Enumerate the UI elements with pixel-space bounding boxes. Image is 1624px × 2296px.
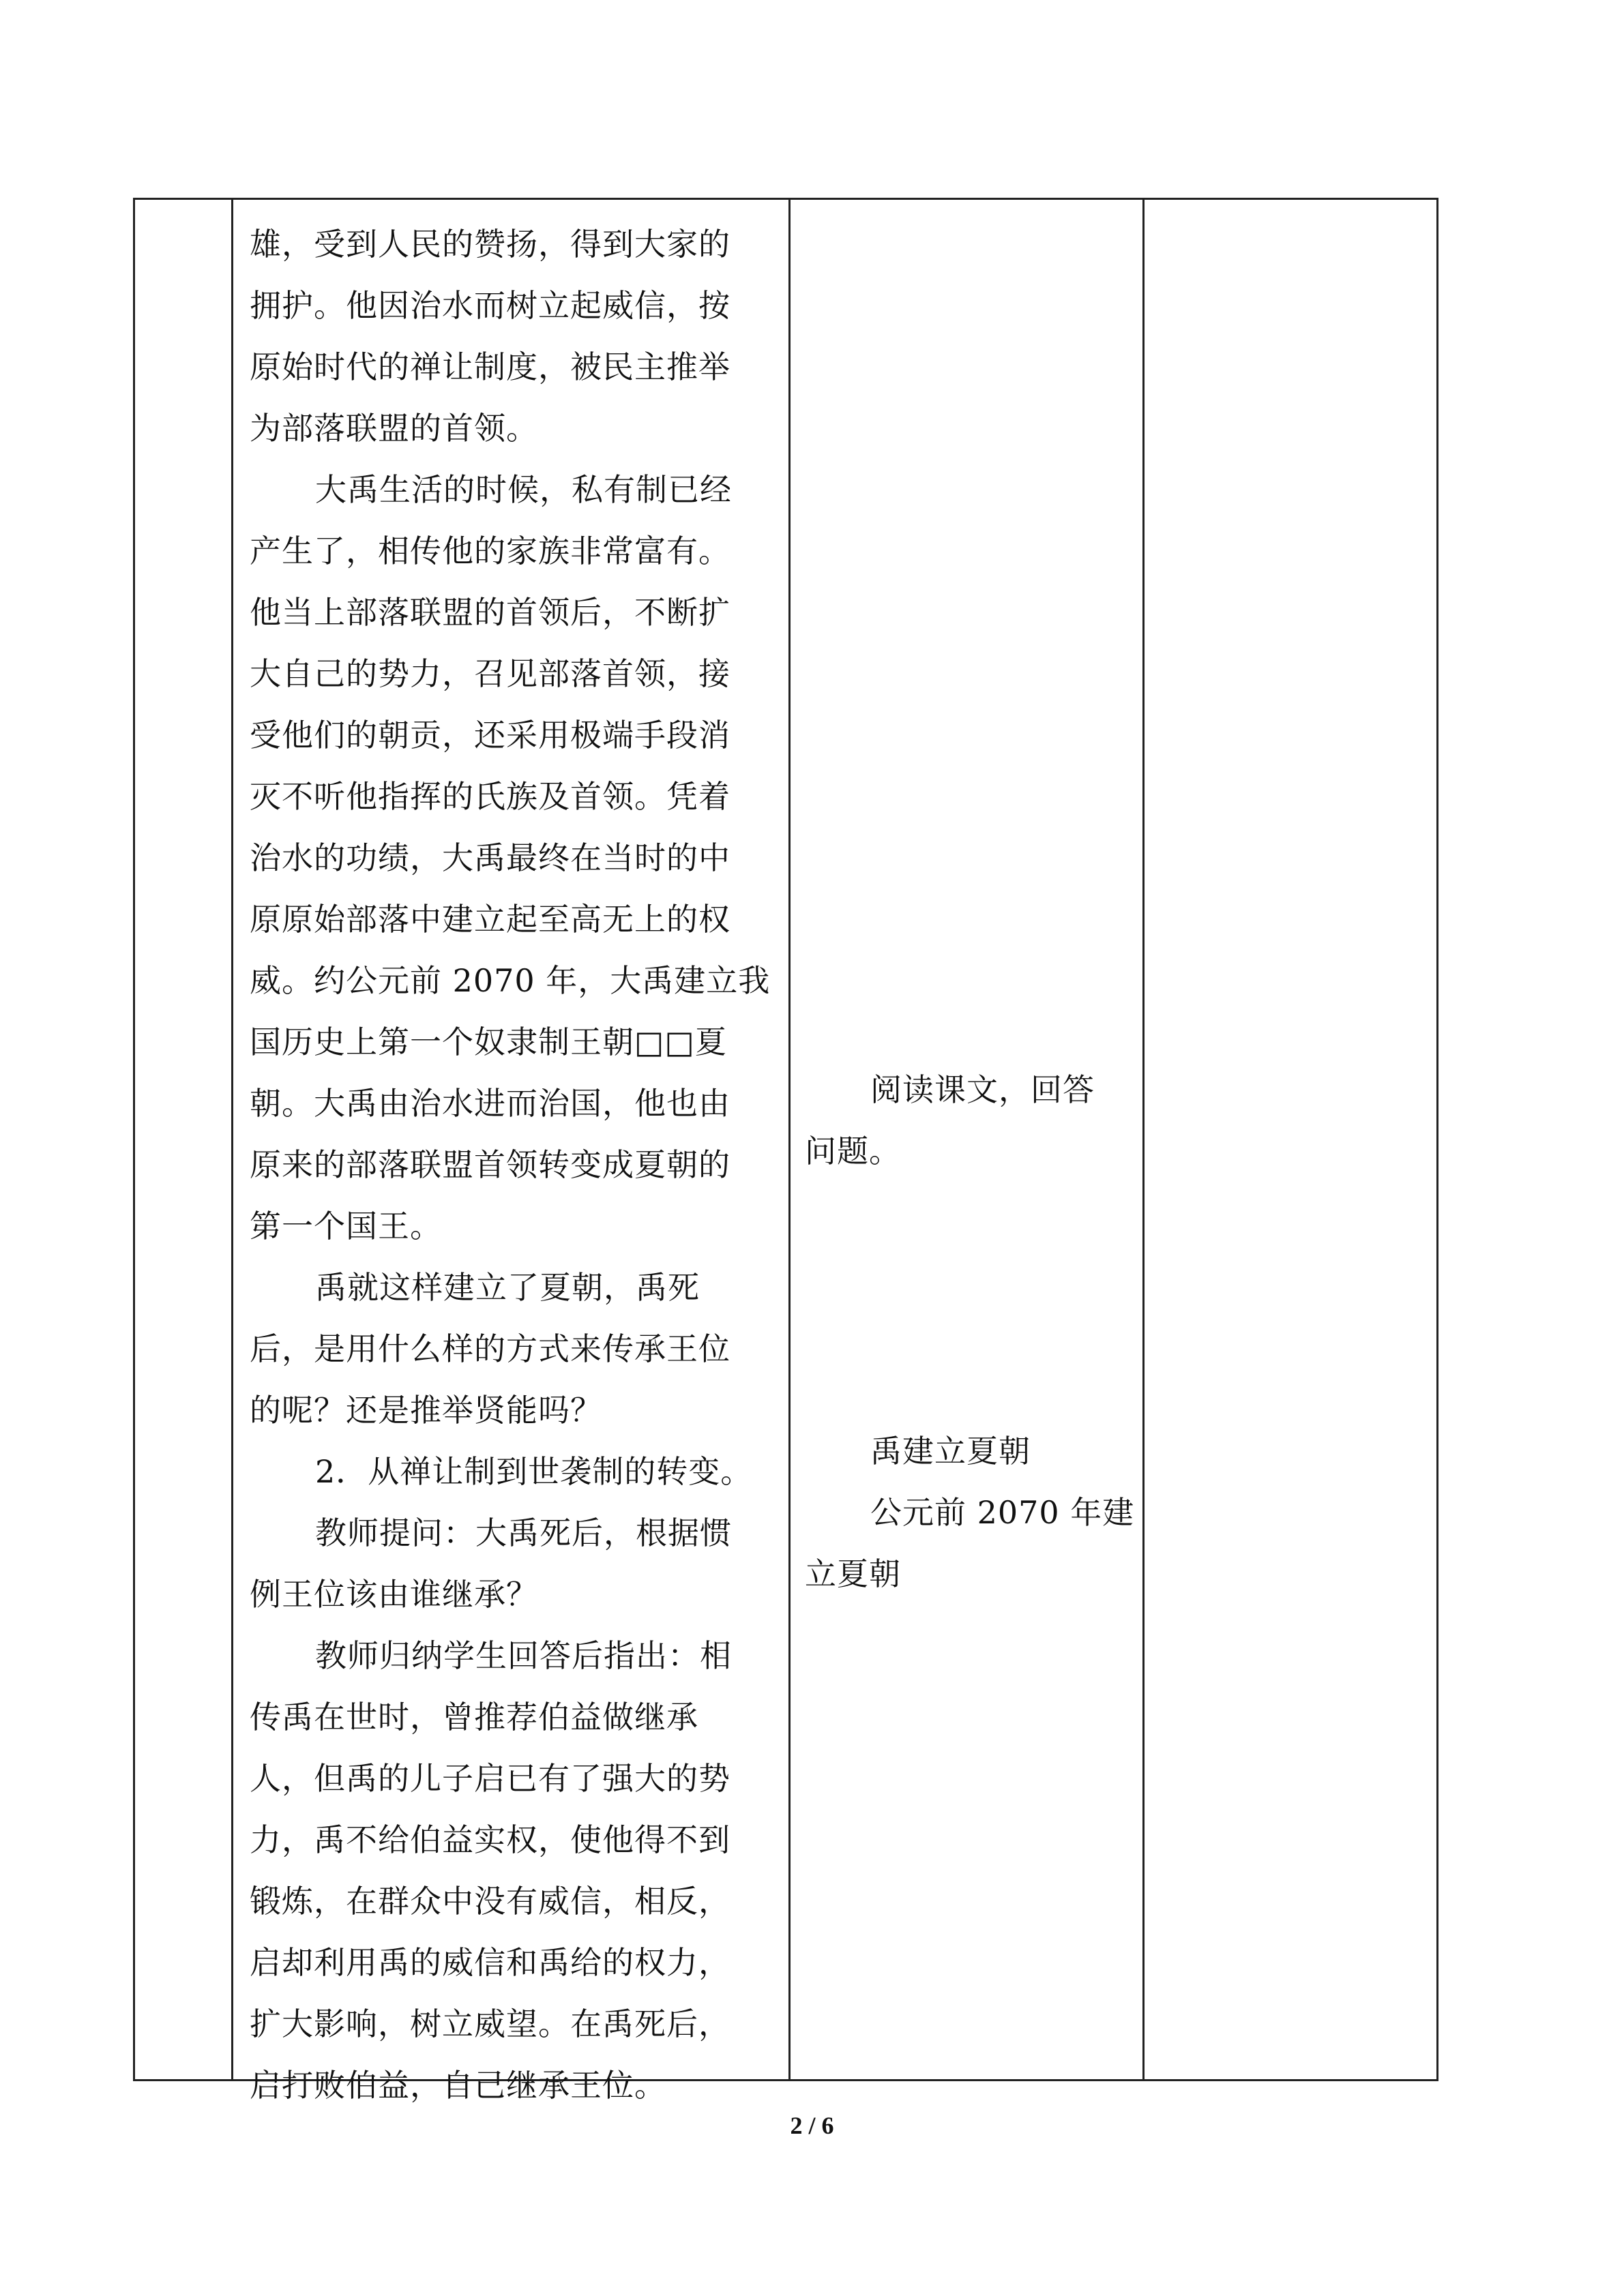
column-divider: [231, 200, 233, 2079]
text-line: 启打败伯益，自己继承王位。: [250, 2067, 666, 2104]
text-line: 拥护。他因治水而树立起威信，按: [250, 287, 730, 324]
text-line: 启却利用禹的威信和禹给的权力，: [250, 1944, 730, 1981]
text-line: 威。约公元前 2070 年，大禹建立我: [250, 962, 771, 999]
text-line: 受他们的朝贡，还采用极端手段消: [250, 717, 730, 754]
text-line: 产生了，相传他的家族非常富有。: [250, 533, 730, 569]
text-line: 雄，受到人民的赞扬，得到大家的: [250, 226, 730, 263]
text-line: 为部落联盟的首领。: [250, 410, 538, 447]
text-line: 2．从禅让制到世袭制的转变。: [315, 1453, 753, 1490]
text-line: 的呢？还是推举贤能吗？: [250, 1392, 602, 1429]
text-line: 例王位该由谁继承？: [250, 1576, 538, 1613]
text-line: 第一个国王。: [250, 1208, 442, 1244]
text-line: 传禹在世时，曾推荐伯益做继承: [250, 1699, 698, 1735]
text-line: 立夏朝: [805, 1555, 901, 1592]
text-line: 国历史上第一个奴隶制王朝□□夏: [250, 1024, 727, 1060]
text-line: 原来的部落联盟首领转变成夏朝的: [250, 1146, 730, 1183]
text-line: 教师提问：大禹死后，根据惯: [315, 1515, 732, 1551]
student-activity-cell: [805, 1420, 1135, 1605]
text-line: 问题。: [805, 1133, 901, 1169]
text-line: 原原始部落中建立起至高无上的权: [250, 901, 730, 938]
text-line: 禹建立夏朝: [870, 1433, 1031, 1470]
teaching-content-cell: [250, 213, 775, 2116]
text-line: 大禹生活的时候，私有制已经: [315, 471, 732, 508]
text-line: 禹就这样建立了夏朝，禹死: [315, 1269, 700, 1306]
text-line: 锻炼，在群众中没有威信，相反，: [250, 1883, 730, 1920]
text-line: 教师归纳学生回答后指出：相: [315, 1637, 732, 1674]
text-line: 后，是用什么样的方式来传承王位: [250, 1330, 730, 1367]
lesson-plan-table: [133, 198, 1438, 2104]
text-line: 治水的功绩，大禹最终在当时的中: [250, 839, 730, 876]
text-line: 扩大影响，树立威望。在禹死后，: [250, 2006, 730, 2042]
student-activity-cell: [805, 1059, 1132, 1182]
text-line: 灭不听他指挥的氏族及首领。凭着: [250, 778, 730, 815]
text-line: 大自己的势力，召见部落首领，接: [250, 655, 730, 692]
text-line: 公元前 2070 年建: [870, 1494, 1135, 1531]
page-number: 2 / 6: [790, 2112, 834, 2139]
text-line: 原始时代的禅让制度，被民主推举: [250, 348, 730, 385]
text-line: 人，但禹的儿子启已有了强大的势: [250, 1760, 730, 1797]
text-line: 力，禹不给伯益实权，使他得不到: [250, 1821, 730, 1858]
column-divider: [1142, 200, 1145, 2079]
text-line: 阅读课文，回答: [870, 1071, 1095, 1108]
text-line: 朝。大禹由治水进而治国，他也由: [250, 1085, 730, 1122]
column-divider: [788, 200, 791, 2079]
text-line: 他当上部落联盟的首领后，不断扩: [250, 594, 730, 631]
